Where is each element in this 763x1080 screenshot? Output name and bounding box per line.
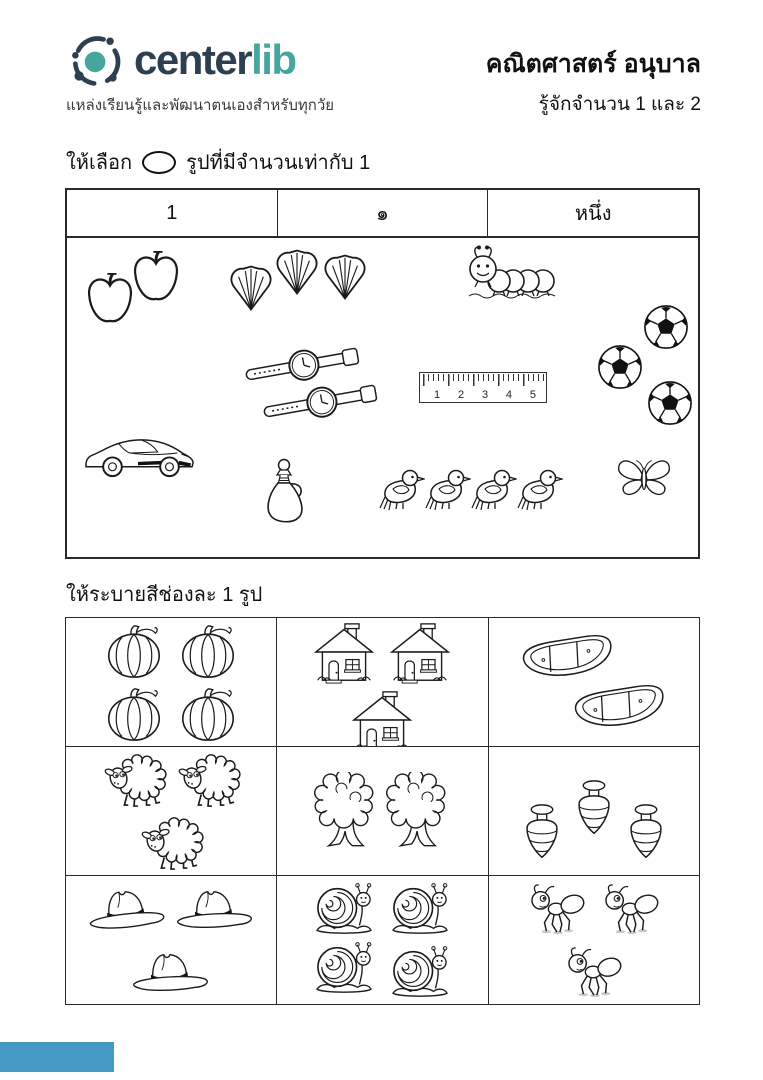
picture-group-car[interactable] bbox=[83, 428, 197, 480]
ruler-number: 4 bbox=[505, 389, 513, 401]
pumpkins-picture bbox=[175, 686, 241, 742]
birds-picture bbox=[471, 466, 517, 512]
color-instruction-text: ให้ระบายสีช่องละ 1 รูป bbox=[66, 584, 263, 606]
birds-picture bbox=[517, 466, 563, 512]
spinning-tops-picture bbox=[520, 803, 564, 861]
grid-cell-spinning-tops[interactable] bbox=[489, 747, 700, 876]
pumpkins-picture bbox=[101, 686, 167, 742]
sports-car-picture bbox=[83, 428, 197, 480]
worksheet-subtitle: รู้จักจำนวน 1 และ 2 bbox=[538, 94, 701, 115]
snails-picture bbox=[386, 881, 454, 937]
pumpkins-picture bbox=[175, 623, 241, 679]
color-instruction bbox=[66, 578, 262, 610]
hats-picture bbox=[175, 888, 255, 930]
soccer-balls-picture bbox=[647, 380, 693, 426]
grid-cell-trees[interactable] bbox=[277, 747, 488, 876]
shells-picture bbox=[225, 262, 277, 314]
sheep-picture bbox=[175, 752, 241, 808]
number-header-row bbox=[67, 190, 698, 238]
spinning-tops-picture bbox=[572, 779, 616, 837]
oil-jug-picture bbox=[265, 458, 311, 526]
grid-cell-houses[interactable] bbox=[277, 618, 488, 747]
butterfly-picture bbox=[615, 454, 673, 500]
logo-word-primary: center bbox=[134, 36, 252, 83]
number-one-table bbox=[65, 188, 700, 559]
trees-picture bbox=[314, 772, 378, 850]
grid-cell-hats[interactable] bbox=[66, 876, 277, 1005]
ruler-number: 2 bbox=[457, 389, 465, 401]
boats-picture bbox=[516, 627, 620, 688]
grid-cell-boats[interactable] bbox=[489, 618, 700, 747]
sheep-picture bbox=[101, 752, 167, 808]
soccer-balls-picture bbox=[597, 344, 643, 390]
grid-cell-pumpkins[interactable] bbox=[66, 618, 277, 747]
birds-picture bbox=[379, 466, 425, 512]
picture-group-soccer-balls[interactable] bbox=[591, 304, 695, 428]
picture-group-oil-jug[interactable] bbox=[265, 458, 311, 526]
houses-picture bbox=[310, 622, 378, 684]
select-instruction-before: ให้เลือก bbox=[66, 152, 133, 174]
ruler-numbers bbox=[420, 389, 546, 401]
grid-cell-ants[interactable] bbox=[489, 876, 700, 1005]
ants-picture bbox=[598, 883, 664, 935]
boats-picture bbox=[568, 677, 672, 738]
picture-group-butterfly[interactable] bbox=[615, 454, 673, 500]
ruler-number: 1 bbox=[434, 389, 441, 401]
shells-picture bbox=[271, 246, 323, 298]
worksheet-title: คณิตศาสตร์ อนุบาล bbox=[485, 50, 701, 78]
page-title-block bbox=[486, 44, 701, 119]
hats-picture bbox=[131, 951, 211, 993]
grid-cell-sheep[interactable] bbox=[66, 747, 277, 876]
picture-group-watches[interactable] bbox=[243, 348, 379, 420]
grid-cell-snails[interactable] bbox=[277, 876, 488, 1005]
numeral-word: หนึ่ง bbox=[574, 203, 612, 225]
birds-picture bbox=[425, 466, 471, 512]
centerlib-logo-icon bbox=[66, 30, 126, 90]
sheep-picture bbox=[138, 815, 204, 871]
snails-picture bbox=[310, 940, 378, 996]
picture-group-apples[interactable] bbox=[81, 248, 185, 330]
picture-group-caterpillar[interactable] bbox=[463, 244, 565, 304]
trees-picture bbox=[386, 772, 450, 850]
brand-tagline: แหล่งเรียนรู้และพัฒนาตนเองสำหรับทุกวัย bbox=[66, 97, 335, 114]
ants-picture bbox=[561, 946, 627, 998]
spinning-tops-picture bbox=[624, 803, 668, 861]
ruler-number: 3 bbox=[481, 389, 489, 401]
coloring-grid bbox=[65, 617, 700, 1005]
logo-word-accent: lib bbox=[251, 36, 296, 83]
ruler-number: 5 bbox=[529, 389, 536, 401]
pumpkins-picture bbox=[101, 623, 167, 679]
apples-picture bbox=[127, 248, 185, 308]
soccer-balls-picture bbox=[643, 304, 689, 350]
logo-wordmark bbox=[134, 36, 296, 84]
brand-logo bbox=[66, 30, 334, 117]
picture-group-shells[interactable] bbox=[225, 246, 371, 314]
hats-picture bbox=[86, 885, 168, 931]
shells-picture bbox=[319, 251, 371, 303]
numeral-arabic: 1 bbox=[67, 190, 278, 236]
snails-picture bbox=[310, 881, 378, 937]
ruler-big-ticks bbox=[423, 374, 544, 386]
ants-picture bbox=[524, 883, 590, 935]
select-instruction bbox=[66, 146, 370, 178]
ruler-picture[interactable] bbox=[419, 372, 547, 403]
selection-picture-box bbox=[67, 238, 698, 557]
circle-option-icon bbox=[142, 151, 176, 174]
numeral-thai: ๑ bbox=[278, 190, 489, 236]
houses-picture bbox=[386, 622, 454, 684]
footer-accent-bar bbox=[0, 1042, 114, 1072]
caterpillar-picture bbox=[463, 244, 565, 304]
picture-group-birds[interactable] bbox=[379, 466, 563, 512]
select-instruction-after: รูปที่มีจำนวนเท่ากับ 1 bbox=[186, 152, 371, 174]
snails-picture bbox=[386, 944, 454, 1000]
houses-picture bbox=[348, 690, 416, 747]
